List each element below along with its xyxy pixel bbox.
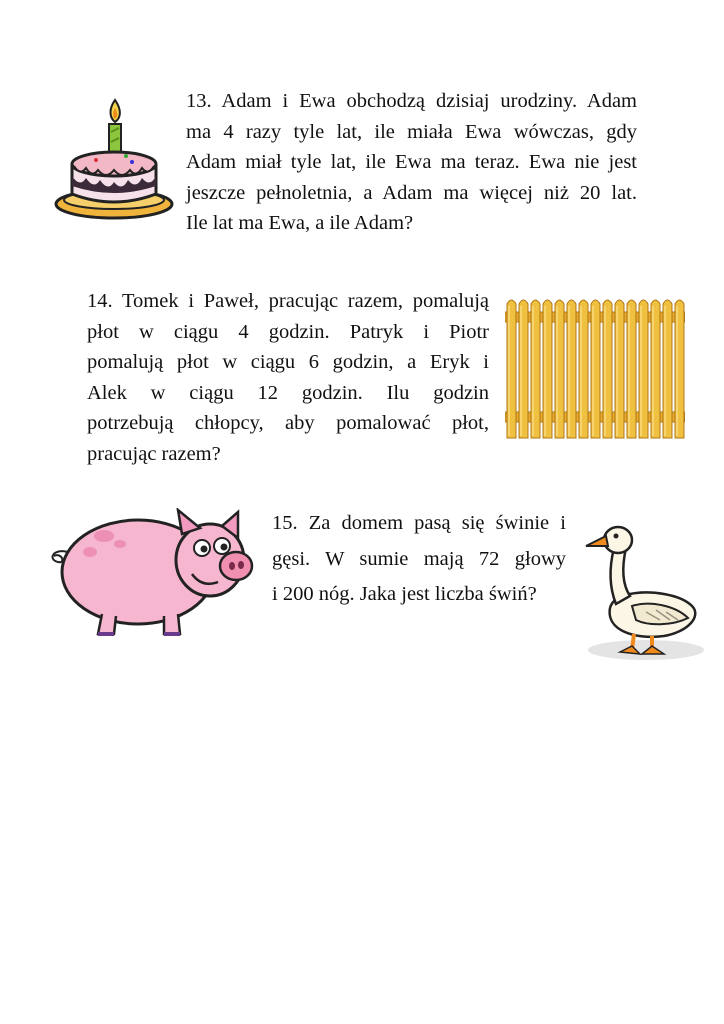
problem-13-line: 13. Adam i Ewa obchodzą dzisiaj urodziny. Adam [186, 90, 637, 112]
problem-15-line: gęsi. W sumie mają 72 głowy [272, 547, 566, 570]
problem-15-text [272, 506, 566, 613]
problem-15-line: 15. Za domem pasą się świnie i [272, 512, 566, 534]
problem-13-line: Adam miał tyle lat, ile Ewa ma teraz. Ewa nie jest [186, 151, 637, 173]
problem-14-line: Alek w ciągu 12 godzin. Ilu godzin [87, 381, 489, 404]
problem-14-line: płot w ciągu 4 godzin. Patryk i Piotr [87, 320, 489, 343]
problem-14-line: pracując razem? [87, 442, 221, 465]
problem-14-text [87, 286, 489, 469]
problem-15-line: i 200 nóg. Jaka jest liczba świń? [272, 583, 537, 605]
problem-13-text [186, 86, 637, 239]
problem-13-line: jeszcze pełnoletnia, a Adam ma więcej niż 20 lat. [186, 181, 637, 204]
problem-14-line: potrzebują chłopcy, aby pomalować płot, [87, 412, 489, 434]
problem-14-line: 14. Tomek i Paweł, pracując razem, pomalują [87, 290, 489, 312]
problem-13-line: ma 4 razy tyle lat, ile miała Ewa wówczas, gdy [186, 120, 637, 143]
wooden-fence-icon [505, 296, 685, 442]
problem-14-line: pomalują płot w ciągu 6 godzin, a Eryk i [87, 351, 489, 373]
pig-icon [42, 508, 258, 640]
goose-icon [580, 520, 706, 666]
problem-13-line: Ile lat ma Ewa, a ile Adam? [186, 212, 414, 234]
birthday-cake-icon [52, 96, 178, 224]
